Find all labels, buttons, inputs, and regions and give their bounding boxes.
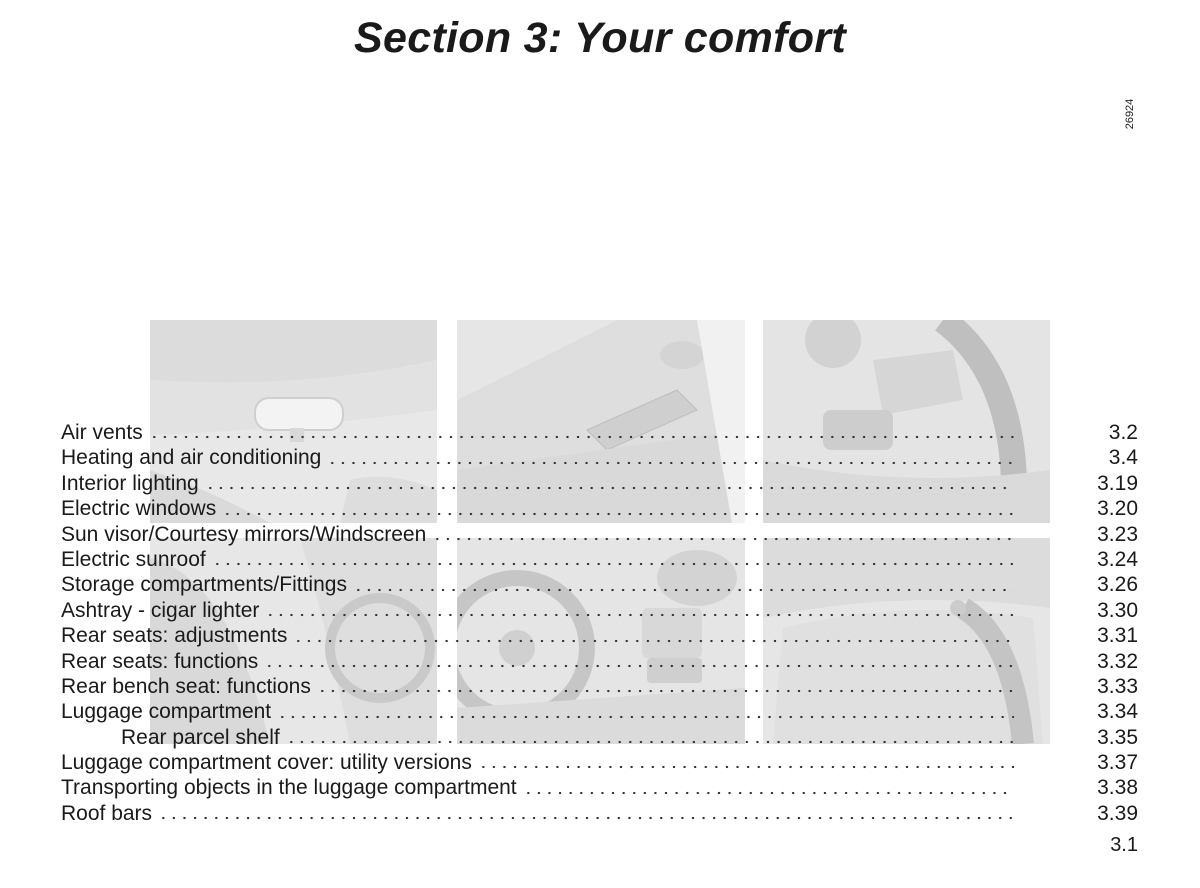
toc-entry-page: 3.4	[1108, 446, 1138, 470]
toc-entry-label: Rear parcel shelf	[121, 725, 280, 749]
toc-entry[interactable]	[61, 623, 1138, 648]
toc-entry-label: Electric sunroof	[61, 547, 206, 571]
toc-entry[interactable]	[61, 801, 1138, 826]
dot-leader	[265, 613, 1014, 617]
page-number: 3.1	[1110, 834, 1138, 856]
toc-entry[interactable]	[61, 649, 1138, 674]
dot-leader	[212, 562, 1014, 566]
toc-entry-label: Rear bench seat: functions	[61, 674, 311, 698]
toc-entry[interactable]	[61, 572, 1138, 597]
toc-entry-page: 3.26	[1097, 573, 1138, 597]
toc-entry-label: Sun visor/Courtesy mirrors/Windscreen	[61, 522, 427, 546]
dot-leader	[293, 639, 1014, 643]
toc-entry[interactable]	[61, 750, 1138, 775]
toc-entry-page: 3.2	[1108, 421, 1138, 444]
dot-leader	[149, 435, 1014, 439]
toc-entry-page: 3.23	[1097, 522, 1138, 546]
table-of-contents	[61, 420, 1138, 826]
toc-entry[interactable]	[61, 522, 1138, 547]
toc-entry-page: 3.35	[1097, 725, 1138, 749]
toc-entry-label: Storage compartments/Fittings	[61, 573, 347, 597]
dot-leader	[327, 461, 1014, 465]
toc-entry[interactable]	[61, 674, 1138, 699]
toc-entry[interactable]	[61, 775, 1138, 800]
dot-leader	[523, 791, 1014, 795]
toc-entry[interactable]	[61, 496, 1138, 521]
toc-entry-label: Interior lighting	[61, 471, 199, 495]
dot-leader	[205, 486, 1014, 490]
toc-entry-label: Electric windows	[61, 497, 217, 521]
figure-reference: 26924	[1124, 98, 1136, 130]
toc-entry-page: 3.32	[1097, 649, 1138, 673]
dot-leader	[277, 715, 1014, 719]
toc-entry-label: Luggage compartment cover: utility versions	[61, 751, 472, 775]
page-title: Section 3: Your comfort	[354, 14, 846, 62]
toc-entry-page: 3.34	[1097, 700, 1138, 724]
toc-entry-label: Ashtray - cigar lighter	[61, 598, 260, 622]
toc-entry-label: Luggage compartment	[61, 700, 272, 724]
toc-entry-page: 3.37	[1097, 751, 1138, 775]
toc-entry[interactable]	[61, 699, 1138, 724]
toc-entry-page: 3.19	[1097, 471, 1138, 495]
toc-entry[interactable]	[61, 547, 1138, 572]
toc-entry-label: Rear seats: adjustments	[61, 624, 288, 648]
dot-leader	[353, 588, 1014, 592]
toc-entry-label: Air vents	[61, 421, 143, 444]
toc-entry-page: 3.33	[1097, 674, 1138, 698]
toc-entry-page: 3.30	[1097, 598, 1138, 622]
toc-entry-label: Heating and air conditioning	[61, 446, 322, 470]
dot-leader	[432, 537, 1014, 541]
dot-leader	[478, 765, 1014, 769]
dot-leader	[222, 512, 1014, 516]
dot-leader	[317, 689, 1014, 693]
toc-entry-label: Roof bars	[61, 801, 153, 825]
toc-entry-page: 3.24	[1097, 547, 1138, 571]
toc-entry-page: 3.38	[1097, 776, 1138, 800]
toc-entry[interactable]	[61, 471, 1138, 496]
toc-entry-label: Transporting objects in the luggage compartment	[61, 776, 517, 800]
toc-entry[interactable]	[61, 445, 1138, 470]
toc-entry-page: 3.31	[1097, 624, 1138, 648]
dot-leader	[264, 664, 1014, 668]
toc-entry-page: 3.20	[1097, 497, 1138, 521]
toc-subentry[interactable]	[61, 725, 1138, 750]
dot-leader	[158, 816, 1014, 820]
dot-leader	[286, 740, 1014, 744]
toc-entry-page: 3.39	[1097, 801, 1138, 825]
toc-entry-label: Rear seats: functions	[61, 649, 259, 673]
toc-entry[interactable]	[61, 420, 1138, 445]
toc-entry[interactable]	[61, 598, 1138, 623]
